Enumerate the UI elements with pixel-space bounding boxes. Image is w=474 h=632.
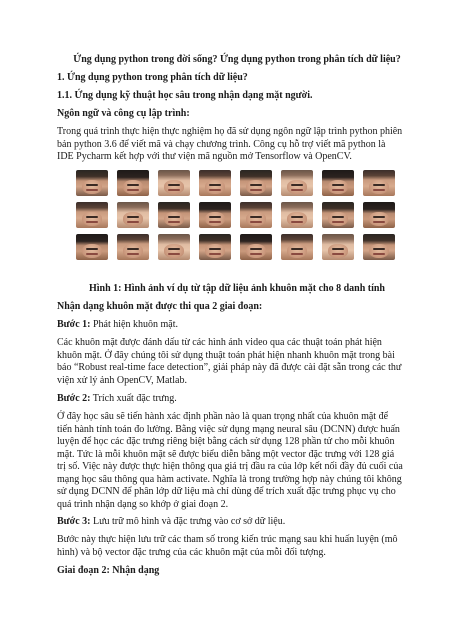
face-image	[240, 234, 272, 260]
paragraph-tools	[57, 126, 425, 164]
figure-caption: Hình 1: Hình ảnh ví dụ từ tập dữ liệu ảnh khuôn mặt cho 8 danh tính	[88, 283, 385, 294]
paragraph-line: IDE Pycharm kết hợp với thư viện mã nguồn mở Tensorflow và OpenCV.	[57, 151, 352, 162]
heading-1-1: 1.1. Ứng dụng kỹ thuật học sâu trong nhận dạng mặt người.	[57, 90, 313, 101]
face-image	[322, 202, 354, 228]
face-image	[322, 170, 354, 196]
face-image	[76, 170, 108, 196]
paragraph-line: tiến hành tính toán đo lường. Bằng việc sử dụng mạng neural sâu (DCNN) được huấn	[57, 423, 400, 435]
heading-tools: Ngôn ngữ và công cụ lập trình:	[57, 108, 190, 119]
face-image	[158, 170, 190, 196]
face-image	[322, 234, 354, 260]
face-image	[117, 234, 149, 260]
paragraph-line: Các khuôn mặt được đánh dấu từ các hình ảnh video qua các thuật toán phát hiện	[57, 337, 382, 348]
paragraph-detection	[57, 337, 425, 387]
heading-1: 1. Ứng dụng python trong phân tích dữ liệu?	[57, 72, 248, 83]
heading-recognition: Nhận dạng khuôn mặt được thi qua 2 giai đoạn:	[57, 301, 263, 312]
paragraph-line: báo “Robust real-time face detection”, giải pháp này đã được cài đặt sẵn trong các thư	[57, 362, 402, 373]
face-image	[158, 202, 190, 228]
paragraph-line: bản python 3.6 để viết mã và chạy chương trình. Công cụ hỗ trợ viết mã python là	[57, 138, 386, 150]
paragraph-storage	[57, 534, 425, 559]
paragraph-line: mạng học sâu thông qua hàm activate. Nghĩa là trong trường hợp này chúng tôi không	[57, 473, 402, 485]
face-image	[76, 234, 108, 260]
document-title: Ứng dụng python trong đời sống? Ứng dụng python trong phân tích dữ liệu?	[73, 54, 401, 65]
step-1	[57, 319, 427, 332]
face-image	[199, 234, 231, 260]
paragraph-line: hình) và bộ vector đặc trưng của các khuôn mặt của mỗi đối tượng.	[57, 546, 326, 558]
paragraph-line: quá trình nhận dạng so khớp ở giai đoạn 2.	[57, 498, 229, 510]
heading-stage-2: Giai đoạn 2: Nhận dạng	[57, 565, 160, 576]
step-label: Bước 3:	[57, 516, 91, 527]
face-image	[363, 202, 395, 228]
paragraph-feature-extraction	[57, 411, 425, 511]
paragraph-line: sử dụng DCNN để phân lớp dữ liệu mà chỉ dùng để trích xuất đặc trưng phục vụ cho	[57, 486, 396, 497]
face-image	[117, 202, 149, 228]
face-image	[240, 170, 272, 196]
face-image	[199, 202, 231, 228]
paragraph-line: Bước này thực hiện lưu trữ các tham số trong kiến trúc mạng sau khi huấn luyện (mô	[57, 534, 398, 545]
paragraph-line: viện xử lý ảnh OpenCV, Matlab.	[57, 374, 187, 386]
paragraph-line: mặt. Tức là mỗi khuôn mặt sẽ được biểu diễn bằng một vector đặc trưng với 128 giá	[57, 448, 395, 460]
step-label: Bước 2:	[57, 393, 91, 404]
face-image	[199, 170, 231, 196]
face-image	[76, 202, 108, 228]
face-image	[158, 234, 190, 260]
paragraph-line: luyện để học các đặc trưng riêng biệt bằng cách sử dụng 128 phần tử cho mỗi khuôn	[57, 436, 395, 447]
face-image	[281, 170, 313, 196]
step-3	[57, 516, 427, 529]
step-label: Bước 1:	[57, 319, 91, 330]
face-image	[117, 170, 149, 196]
paragraph-line: trị số. Việc này được thực hiện thông qua giá trị đầu ra của lớp kết nối đầy đủ cuối của	[57, 461, 403, 472]
step-text: Trích xuất đặc trưng.	[90, 393, 177, 404]
face-image	[281, 202, 313, 228]
step-2	[57, 393, 427, 406]
step-text: Phát hiện khuôn mặt.	[90, 319, 178, 330]
face-dataset-figure	[76, 170, 398, 260]
paragraph-line: khuôn mặt. Ở đây chúng tôi sử dụng thuật toán phát hiện nhanh khuôn mặt trong bài	[57, 349, 395, 361]
paragraph-line: Ở đây học sâu sẽ tiến hành xác định phần nào là quan trọng nhất của khuôn mặt để	[57, 411, 389, 422]
face-image	[240, 202, 272, 228]
paragraph-line: Trong quá trình thực hiện thực nghiệm họ đã sử dụng ngôn ngữ lập trình python phiên	[57, 126, 403, 137]
face-image	[363, 234, 395, 260]
step-text: Lưu trữ mô hình và đặc trưng vào cơ sở dữ liệu.	[90, 516, 286, 527]
face-image	[363, 170, 395, 196]
face-image	[281, 234, 313, 260]
